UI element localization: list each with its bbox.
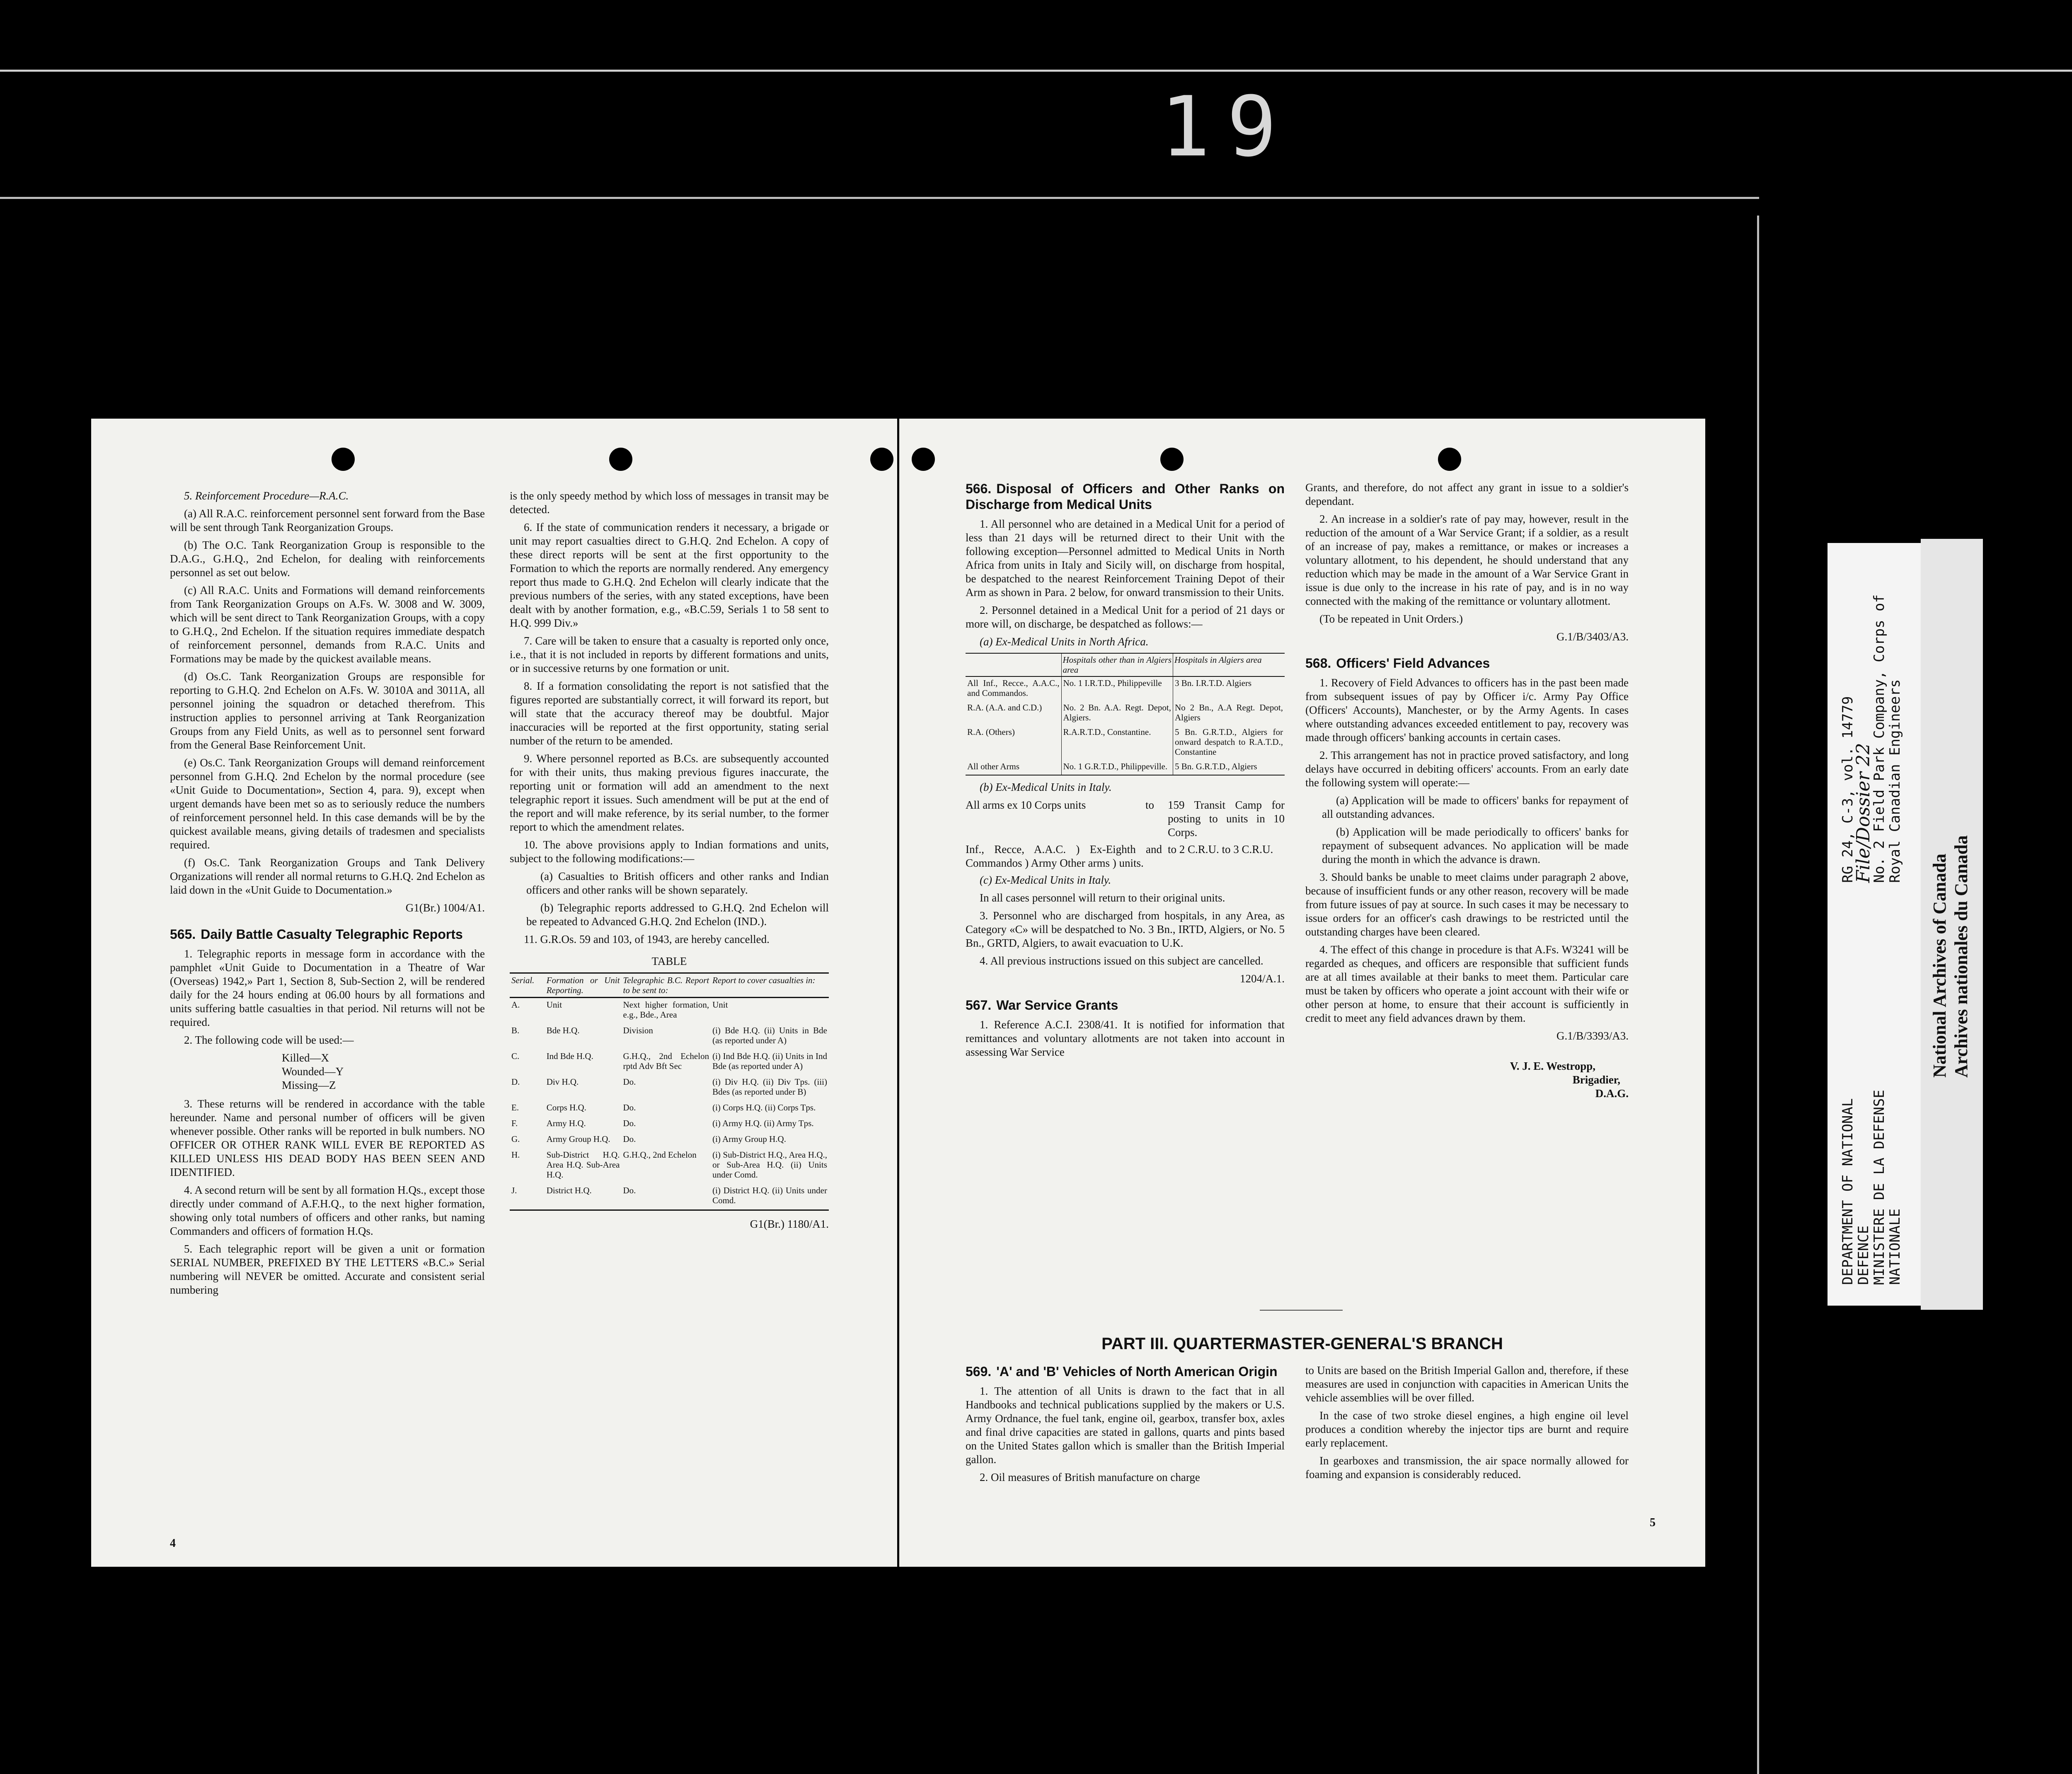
- dept-line: NATIONALE: [1887, 1208, 1903, 1285]
- frame-number: 19: [1160, 79, 1293, 175]
- table-header-row: [966, 653, 1285, 676]
- paragraph: 1. Telegraphic reports in message form in accordance with the pamphlet «Unit Guide to Documentation in a Theatre of War (Overseas) 1942,» Part 1, Section 8, Sub-Section 2, will be rendered daily for the 24 hours ending at 06.00 hours by all formations and units suffering battle casualties in that period. Nil returns will not be required.: [170, 948, 485, 1028]
- reference-label: [1840, 594, 1903, 883]
- table-cell: D.: [511, 1077, 520, 1087]
- table-cell: District H.Q.: [545, 1184, 622, 1210]
- paragraph: In all cases personnel will return to their original units.: [980, 892, 1225, 904]
- table-cell: G.H.Q., 2nd Echelon: [623, 1150, 697, 1160]
- part-heading: PART III. QUARTERMASTER-GENERAL'S BRANCH: [1101, 1335, 1503, 1353]
- section-heading-566: [966, 481, 1285, 512]
- table-cell: R.A. (Others): [967, 727, 1015, 737]
- paragraph: (d) Os.C. Tank Reorganization Groups are responsible for reporting to G.H.Q. 2nd Echelon on A.Fs. W. 3010A and 3011A, all personnel joining the squadron or detached therefrom. This instruction applies to personnel arriving at Tank Reorganization Groups from any Field Units, as well as to personnel sent forward from the General Base Reinforcement Unit.: [170, 670, 485, 751]
- discharge-table-north-africa: [966, 653, 1285, 776]
- paragraph: (a) Application will be made to officers' banks for repayment of all outstanding advances.: [1322, 794, 1629, 820]
- table-cell: R.A. (A.A. and C.D.): [967, 703, 1042, 713]
- code-item: Wounded—Y: [282, 1065, 344, 1078]
- table-title: TABLE: [651, 955, 687, 967]
- table-row: [966, 726, 1285, 760]
- paragraph: (b) Application will be made periodically to officers' banks for repayment of subsequent advances. No application will be made during the month in which the advance is drawn.: [1322, 826, 1629, 865]
- table-cell: Army Group H.Q.: [546, 1134, 610, 1144]
- section-number: 568.: [1305, 656, 1331, 671]
- page-number: 5: [1650, 1516, 1656, 1529]
- posting-destination: to 2 C.R.U. to 3 C.R.U.: [1168, 843, 1273, 855]
- punch-hole-icon: [912, 448, 935, 471]
- left-page: [91, 419, 897, 1567]
- table-header: [966, 653, 1061, 676]
- section-title: 'A' and 'B' Vehicles of North American Origin: [996, 1364, 1278, 1379]
- paragraph: (f) Os.C. Tank Reorganization Groups and Tank Delivery Organizations will render all normal returns to G.H.Q. 2nd Echelon as laid down in the «Unit Guide to Documentation.»: [170, 856, 485, 896]
- paragraph: 2. An increase in a soldier's rate of pay may, however, result in the reduction of the amount of a War Service Grant; if a soldier, as a result of an increase of pay, makes a remittance, or makes or increases a voluntary allotment, to his dependent, he should understand that any reduction which may be made in the amount of a War Service Grant in issue is due only to the increase in his rate of pay, and is in no way connected with the making of the remittance or voluntary allotment.: [1305, 513, 1629, 607]
- table-cell: Do.: [623, 1118, 636, 1128]
- table-cell: C.: [511, 1051, 520, 1061]
- paragraph: In gearboxes and transmission, the air space normally allowed for foaming and expansion is considerably reduced.: [1305, 1454, 1629, 1481]
- table-header: Hospitals other than in Algiers area: [1061, 653, 1173, 676]
- table-cell: G.H.Q., 2nd Echelon rptd Adv Bft Sec: [623, 1051, 709, 1071]
- table-row: [966, 676, 1285, 701]
- right-page-column-1: [966, 481, 1285, 1063]
- dept-label: [1840, 1090, 1903, 1285]
- table-header: Formation or Unit Reporting.: [545, 973, 622, 998]
- paragraph: to Units are based on the British Imperial Gallon and, therefore, if these measures are used in conjunction with capacities in American Units the vehicle assemblies will be over filled.: [1305, 1364, 1629, 1404]
- table-row: [510, 1184, 829, 1210]
- table-cell: (i) District H.Q. (ii) Units under Comd.: [711, 1184, 829, 1210]
- section-number: 566.: [966, 481, 992, 496]
- italy-posting-row: [966, 843, 1285, 870]
- paragraph: 4. A second return will be sent by all formation H.Qs., except those directly under command of A.F.H.Q., to the next higher formation, showing only total numbers of officers and other ranks, but naming Commanders and officers of formation H.Qs.: [170, 1184, 485, 1237]
- section-heading-565: [170, 926, 485, 942]
- table-cell: Army H.Q.: [546, 1118, 586, 1128]
- table-cell: 3 Bn. I.R.T.D. Algiers: [1173, 676, 1285, 701]
- code-list: [170, 1051, 485, 1092]
- table-cell: No. 2 Bn. A.A. Regt. Depot, Algiers.: [1061, 701, 1173, 726]
- punch-hole-icon: [1160, 448, 1184, 471]
- paragraph: (a) All R.A.C. reinforcement personnel sent forward from the Base will be sent through Tank Reorganization Groups.: [170, 507, 485, 533]
- table-cell: No 2 Bn., A.A Regt. Depot, Algiers: [1173, 701, 1285, 726]
- paragraph: 10. The above provisions apply to Indian formations and units, subject to the following modifications:—: [510, 839, 829, 865]
- subsection-title: (a) Ex-Medical Units in North Africa.: [980, 635, 1149, 648]
- paragraph: 8. If a formation consolidating the report is not satisfied that the figures reported are substantially correct, it will forward its report, but will state that the accuracy thereof may be doubtful. Major inaccuracies will be reported at the first opportunity, stating serial number of the return to be amended.: [510, 680, 829, 747]
- table-cell: (i) Army Group H.Q.: [712, 1134, 786, 1144]
- table-cell: Do.: [623, 1103, 636, 1112]
- divider: [1260, 1310, 1343, 1311]
- table-row: [510, 1049, 829, 1075]
- table-cell: R.A.R.T.D., Constantine.: [1061, 726, 1173, 760]
- table-cell: (i) Corps H.Q. (ii) Corps Tps.: [712, 1103, 816, 1112]
- table-cell: Ind Bde H.Q.: [546, 1051, 593, 1061]
- table-cell: All other Arms: [966, 760, 1061, 775]
- table-header: Report to cover casualties in:: [711, 973, 829, 998]
- section-heading-569: [966, 1364, 1285, 1379]
- posting-arms: All arms ex 10 Corps units: [966, 799, 1086, 811]
- film-top-rule: [0, 70, 2072, 72]
- table-cell: Unit: [712, 1000, 728, 1010]
- reference-line: No. 2 Field Park Company, Corps of: [1871, 594, 1888, 883]
- paragraph: 5. Each telegraphic report will be given a unit or formation SERIAL NUMBER, PREFIXED BY THE LETTERS «B.C.» Serial numbering will NEVER be omitted. Accurate and consistent serial numbering: [170, 1243, 485, 1296]
- table-cell: E.: [511, 1103, 519, 1112]
- table-row: [510, 1132, 829, 1148]
- italy-posting-row: [966, 798, 1285, 839]
- handwritten-file-number: File/Dossier 22: [1853, 743, 1874, 883]
- left-page-column-2: [510, 489, 829, 1235]
- archive-line: Archives nationales du Canada: [1951, 835, 1971, 1078]
- paragraph: 6. If the state of communication renders it necessary, a brigade or unit may report casualties direct to G.H.Q. 2nd Echelon. A copy of these direct reports will be sent at the first opportunity to the Formation to which the reports are normally rendered. Any emergency report thus made to G.H.Q. 2nd Echelon will clearly indicate that the previous numbers of the series, with any stated exceptions, have been dealt with by another formation, e.g., «B.C.59, Serials 1 to 58 sent to H.Q. 999 Div.»: [510, 521, 829, 629]
- page-number: 4: [170, 1537, 176, 1550]
- table-cell: 5 Bn. G.R.T.D., Algiers: [1173, 760, 1285, 775]
- posting-to: to: [1145, 799, 1155, 811]
- paragraph: (a) Casualties to British officers and other ranks and Indian officers and other ranks will be shown separately.: [526, 870, 829, 896]
- table-cell: F.: [511, 1118, 518, 1128]
- frame-border-right: [1757, 216, 1759, 1774]
- paragraph: 4. All previous instructions issued on this subject are cancelled.: [980, 955, 1264, 967]
- posting-arms: Inf., Recce, A.A.C. ) Ex-Eighth and Commandos ) Army Other arms ) units.: [966, 843, 1162, 869]
- table-cell: Unit: [546, 1000, 562, 1010]
- frame-border-top: [0, 197, 1759, 199]
- reference-line: Royal Canadian Engineers: [1887, 679, 1903, 883]
- paragraph: 1. The attention of all Units is drawn to the fact that in all Handbooks and technical publications supplied by the makers or U.S. Army Ordnance, the fuel tank, engine oil, gearbox, transfer box, axles and final drive capacities are stated in gallons, quarts and pints based on the United States gallon which is smaller than the British Imperial gallon.: [966, 1385, 1285, 1466]
- section-title: Daily Battle Casualty Telegraphic Reports: [201, 927, 463, 942]
- table-cell: (i) Div H.Q. (ii) Div Tps. (iii) Bdes (as reported under B): [712, 1077, 827, 1097]
- left-page-column-1: [170, 489, 485, 1301]
- paragraph: (b) The O.C. Tank Reorganization Group is responsible to the D.A.G., G.H.Q., 2nd Echelon, for dealing with reinforcements personnel as set out below.: [170, 539, 485, 579]
- signature-name: V. J. E. Westropp,: [1510, 1060, 1595, 1072]
- paragraph: Grants, and therefore, do not affect any grant in issue to a soldier's dependant.: [1305, 481, 1629, 507]
- table-row: [510, 1024, 829, 1049]
- punch-hole-icon: [332, 448, 355, 471]
- table-cell: G.: [511, 1134, 520, 1144]
- paragraph: (e) Os.C. Tank Reorganization Groups will demand reinforcement personnel from G.H.Q. 2nd Echelon by the normal procedure (see «Unit Guide to Documentation», Section 4, para. 9), except when urgent demands have been met so as to seriously reduce the numbers of reinforcement personnel held. In this case demands will be by the quickest available means, giving details of tradesmen and specialists required.: [170, 756, 485, 851]
- table-cell: (i) Bde H.Q. (ii) Units in Bde (as reported under A): [712, 1025, 827, 1045]
- reference-number: 1204/A.1.: [1240, 972, 1285, 985]
- paragraph: (b) Telegraphic reports addressed to G.H.Q. 2nd Echelon will be repeated to Advanced G.H.Q. 2nd Echelon (IND.).: [526, 902, 829, 928]
- paragraph: 3. Should banks be unable to meet claims under paragraph 2 above, because of insufficient funds or any other reason, recovery will be made from future issues of pay at source. In such cases it may be necessary to issue orders for an officer's cash drawings to be restricted until the outstanding charges have been cleared.: [1305, 871, 1629, 938]
- table-row: [510, 1148, 829, 1184]
- section-number: 565.: [170, 927, 196, 942]
- paragraph: 2. The following code will be used:—: [184, 1034, 354, 1046]
- paragraph: is the only speedy method by which loss of messages in transit may be detected.: [510, 490, 829, 516]
- table-row: [510, 1075, 829, 1101]
- dept-line: MINISTERE DE LA DEFENSE: [1871, 1090, 1888, 1285]
- table-header-row: [510, 973, 829, 998]
- table-row: [510, 1117, 829, 1132]
- table-cell: B.: [511, 1025, 520, 1035]
- table-row: [966, 701, 1285, 726]
- section-title: Officers' Field Advances: [1336, 656, 1490, 671]
- paragraph: 1. Reference A.C.I. 2308/41. It is notified for information that remittances and voluntary allotments are not taken into account in assessing War Service: [966, 1018, 1285, 1058]
- right-page: [899, 419, 1705, 1567]
- archive-line: National Archives of Canada: [1929, 853, 1950, 1078]
- paragraph: In the case of two stroke diesel engines, a high engine oil level produces a condition whereby the injector tips are burnt and require early replacement.: [1305, 1409, 1629, 1449]
- signature-title: D.A.G.: [1595, 1087, 1629, 1100]
- archive-stamp: [1929, 835, 1972, 1078]
- dept-line: DEPARTMENT OF NATIONAL: [1840, 1098, 1856, 1285]
- subsection-title: (c) Ex-Medical Units in Italy.: [980, 874, 1111, 886]
- reference-number: G.1/B/3403/A3.: [1556, 630, 1629, 643]
- section-number: 567.: [966, 998, 992, 1013]
- paragraph: 1. All personnel who are detained in a Medical Unit for a period of less than 21 days will be returned direct to their Unit with the following exception—Personnel admitted to Medical Units in North Africa from units in Italy and Sicily will, on discharge from hospital, be despatched to the nearest Reinforcement Training Depot of their Arm as shown in Para. 2 below, for onward transmission to their Units.: [966, 518, 1285, 599]
- paragraph: 2. This arrangement has not in practice proved satisfactory, and long delays have occurred in debiting officers' accounts. From an early date the following system will operate:—: [1305, 749, 1629, 789]
- table-cell: (i) Army H.Q. (ii) Army Tps.: [712, 1118, 814, 1128]
- table-cell: J.: [510, 1184, 545, 1210]
- section-heading: 5. Reinforcement Procedure—R.A.C.: [184, 490, 349, 502]
- table-cell: Div H.Q.: [546, 1077, 579, 1087]
- table-cell: A.: [511, 1000, 520, 1010]
- reference-number: G1(Br.) 1180/A1.: [750, 1218, 829, 1230]
- table-cell: (i) Sub-District H.Q., Area H.Q., or Sub-Area H.Q. (ii) Units under Comd.: [712, 1150, 827, 1180]
- table-cell: Sub-District H.Q. Area H.Q. Sub-Area H.Q.: [546, 1150, 620, 1180]
- table-cell: 5 Bn. G.R.T.D., Algiers for onward despatch to R.A.T.D., Constantine: [1173, 726, 1285, 760]
- table-row: [510, 1101, 829, 1117]
- posting-destination: 159 Transit Camp for posting to units in 10 Corps.: [1168, 799, 1285, 839]
- section-heading-567: [966, 997, 1285, 1013]
- section-title: Disposal of Officers and Other Ranks on Discharge from Medical Units: [966, 481, 1285, 512]
- table-cell: Bde H.Q.: [546, 1025, 580, 1035]
- code-item: Missing—Z: [282, 1079, 336, 1091]
- reference-number: G1(Br.) 1004/A1.: [405, 902, 485, 914]
- paragraph: 3. These returns will be rendered in accordance with the table hereunder. Name and personal number of officers will be given whenever possible. Other ranks will be reported in bulk numbers. NO OFFICER OR OTHER RANK WILL EVER BE REPORTED AS KILLED UNLESS HIS DEAD BODY HAS BEEN SEEN AND IDENTIFIED.: [170, 1098, 485, 1178]
- table-row: [510, 998, 829, 1024]
- reference-line: RG 24, C-3, vol. 14779: [1840, 696, 1856, 883]
- paragraph: 4. The effect of this change in procedure is that A.Fs. W3241 will be regarded as cheques, and officers are responsible that sufficient funds are at all times available at their banks to meet them. Particular care must be taken by officers who operate a joint account with their wife or other person at home, to ensure that their account is sufficiently in credit to meet any field advances drawn by them.: [1305, 943, 1629, 1024]
- signature-block: [1305, 1059, 1629, 1100]
- table-cell: Next higher formation, e.g., Bde., Area: [623, 1000, 709, 1020]
- table-header: Serial.: [510, 973, 545, 998]
- dept-line: DEFENCE: [1855, 1225, 1872, 1285]
- table-cell: Corps H.Q.: [546, 1103, 586, 1112]
- casualty-report-table: [510, 972, 829, 1211]
- paragraph: (To be repeated in Unit Orders.): [1319, 613, 1463, 625]
- section-number: 569.: [966, 1364, 992, 1379]
- table-cell: (i) Ind Bde H.Q. (ii) Units in Ind Bde (as reported under A): [712, 1051, 827, 1071]
- paragraph: 1. Recovery of Field Advances to officers has in the past been made from subsequent issues of pay by Officer i/c. Army Pay Office (Officers' Accounts), Manchester, or by the Army Agents. In cases where outstanding advances exceeded entitlement to pay, recovery was made through officers' banking accounts in certain cases.: [1305, 676, 1629, 744]
- right-page-bottom-column-1: [966, 1364, 1285, 1488]
- punch-hole-icon: [1438, 448, 1461, 471]
- table-header: Telegraphic B.C. Report to be sent to:: [621, 973, 711, 998]
- section-title: War Service Grants: [996, 998, 1118, 1013]
- paragraph: 11. G.R.Os. 59 and 103, of 1943, are hereby cancelled.: [524, 933, 770, 945]
- table-header: Hospitals in Algiers area: [1173, 653, 1285, 676]
- paragraph: (c) All R.A.C. Units and Formations will demand reinforcements from Tank Reorganization Groups on A.Fs. W. 3008 and W. 3009, which will be sent direct to Tank Reorganization Groups, with a copy to G.H.Q., 2nd Echelon. If the situation requires immediate despatch of reinforcement personnel, demands from R.A.C. Units and Formations may be made by the quickest available means.: [170, 584, 485, 665]
- code-item: Killed—X: [282, 1052, 329, 1064]
- archive-label-card: [1828, 543, 1927, 1306]
- table-cell: Do.: [623, 1077, 636, 1087]
- table-row: [966, 760, 1285, 775]
- right-page-column-2: [1305, 481, 1629, 1100]
- right-page-bottom-column-2: [1305, 1364, 1629, 1486]
- paragraph: 9. Where personnel reported as B.Cs. are subsequently accounted for with their units, thus making previous figures inaccurate, the reporting unit or formation will add an amendment to the next telegraphic report it issues. Such amendment will be put at the end of the report and will make reference, by its serial number, to the former report to which the amendment relates.: [510, 752, 829, 833]
- archive-stamp-card: [1921, 539, 1983, 1310]
- table-cell: No. 1 G.R.T.D., Philippeville.: [1061, 760, 1173, 775]
- paragraph: 2. Personnel detained in a Medical Unit for a period of 21 days or more will, on discharge, be despatched as follows:—: [966, 604, 1285, 630]
- paragraph: 7. Care will be taken to ensure that a casualty is reported only once, i.e., that it is not included in reports by different formations and units, or in successive returns by one formation or unit.: [510, 635, 829, 674]
- table-cell: Do.: [621, 1184, 711, 1210]
- table-cell: All Inf., Recce., A.A.C., and Commandos.: [967, 678, 1060, 698]
- table-cell: Do.: [623, 1134, 636, 1144]
- reference-number: G.1/B/3393/A3.: [1556, 1030, 1629, 1042]
- table-cell: H.: [511, 1150, 520, 1160]
- punch-hole-icon: [609, 448, 632, 471]
- table-cell: No. 1 I.R.T.D., Philippeville: [1061, 676, 1173, 701]
- punch-hole-icon: [870, 448, 893, 471]
- signature-rank: Brigadier,: [1572, 1074, 1620, 1086]
- subsection-title: (b) Ex-Medical Units in Italy.: [980, 781, 1112, 793]
- paragraph: 3. Personnel who are discharged from hospitals, in any Area, as Category «C» will be despatched to No. 3 Bn., IRTD, Algiers, or No. 5 Bn., GRTD, Algiers, to await evacuation to U.K.: [966, 909, 1285, 949]
- paragraph: 2. Oil measures of British manufacture on charge: [980, 1471, 1200, 1483]
- table-cell: Division: [623, 1025, 653, 1035]
- section-heading-568: [1305, 655, 1629, 671]
